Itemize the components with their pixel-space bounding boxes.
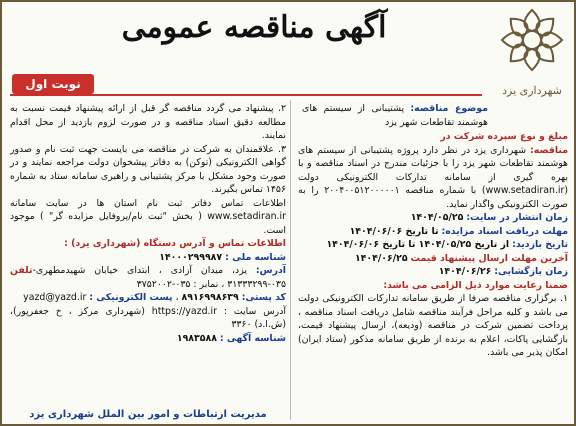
right-column <box>298 130 568 360</box>
pub-value: ۱۴۰۴/۰۵/۲۵ <box>410 212 464 223</box>
yazd-municipality-logo <box>494 2 570 102</box>
subject-text: پشتیبانی از سیستم های هوشمند تقاطعات شهر یزد <box>302 103 488 128</box>
tender-text: شهرداری یزد در نظر دارد پروژه پشتیبانی از سیستم های هوشمند تقاطعات شهر یزد را با جزئیات مندرج در اسناد مناقصه و با بهره گیری از سامانه تدارکات الکترونیکی دولت (www.setadiran.ir) با شماره مناقصه ۲۰۰۴۰۰۵۱۲۰۰۰۰۰۱ را به صورت الکترونیکی واگذار نماید. <box>298 144 568 210</box>
open-value: ۱۴۰۴/۰۶/۲۶ <box>438 266 492 277</box>
postal-value: ۸۹۱۶۹۹۸۶۳۹ <box>181 292 239 303</box>
item-3: ۳. علاقمندان به شرکت در مناقصه می بایست جهت ثبت نام و صدور گواهی الکترونیکی (توکن) به دفاتر پیشخوان دولت مراجعه نمایند و در صورت وجود مشکل با مرکز پشتیبانی و راهبری سامانه ستاد به شماره ۱۴۵۶ تماس بگیرند. <box>10 143 286 195</box>
contact-heading: اطلاعات تماس و آدرس دستگاه (شهرداری یزد) : <box>64 238 286 249</box>
address-tel-label: تلفن <box>10 265 33 276</box>
left-column: ۲. پیشنهاد می گردد مناقصه گر قبل از ارائه پیشنهاد قیمت نسبت به مطالعه دقیق اسناد مناقصه و در صورت لزوم بازدید از محل اقدام نمایند. ۳. علاقمندان به شرکت در مناقصه می بایست جهت ثبت نام و صدور گواهی الکترونیکی (توکن) به دفاتر پیشخوان دولت مراجعه نمایند و در صورت وجود مشکل با مرکز پشتیبانی و راهبری سامانه ستاد به شماره ۱۴۵۶ تماس بگیرند. اطلاعات تماس دفاتر ثبت نام استان ها در سایت سامانه www.setadiran.ir ( بخش "ثبت نام/پروفایل مزایده گر" ) موجود است. اطلاعات تماس و آدرس دستگاه (شهرداری یزد) : شناسه ملی : ۱۴۰۰۰۲۹۹۹۸۷ آدرس: یزد، میدان آزادی ، ابتدای خیابان شهیدمطهری-تلفن ۰۳۵-۳۱۳۳۳۲۹۹ ، نمابر : ۰۳۵-۳۷۵۲۰۰۲ کد پستی: ۸۹۱۶۹۹۸۶۳۹ ، پست الکترونیکی : yazd@yazd.ir آدرس سایت : https://yazd.ir (شهرداری مرکز ، خ جعفرپور)، (ش.ا.د) ۳۳۶۰ شناسه آگهی : ۱۹۸۳۵۸۸ <box>10 103 287 344</box>
site-label: آدرس سایت : <box>223 305 286 317</box>
subject-block <box>302 102 488 129</box>
open-label: زمان بازگشایی: <box>494 266 568 277</box>
page-title: آگهی مناقصه عمومی <box>121 10 387 45</box>
round-badge: نوبت اول <box>12 74 94 94</box>
red-rule <box>10 94 482 96</box>
postal-label: کد پستی: <box>241 292 286 303</box>
date-value: از تاریخ ۱۴۰۴/۰۵/۲۵ تا تاریخ ۱۴۰۴/۰۶/۰۶ <box>326 239 510 250</box>
deadline-label: آخرین مهلت ارسال پیشنهاد قیمت <box>410 252 568 264</box>
doc-label: مهلت دریافت اسناد مزایده: <box>441 225 568 237</box>
deadline-value: ۱۴۰۴/۰۶/۲۵ <box>354 252 408 264</box>
header <box>8 6 568 64</box>
address-label: آدرس: <box>255 265 287 276</box>
pub-label: زمان انتشار در سایت: <box>466 212 568 223</box>
notice-id-value: ۱۹۸۳۵۸۸ <box>176 332 217 344</box>
address-value: یزد، میدان آزادی ، ابتدای خیابان شهیدمطهری- <box>32 265 247 276</box>
email-value[interactable]: yazd@yazd.ir <box>23 292 87 303</box>
national-id-label: شناسه ملی : <box>225 251 286 263</box>
doc-value: تا تاریخ ۱۴۰۴/۰۶/۰۶ <box>349 225 439 237</box>
date-label: تاریخ بازدید: <box>512 239 568 250</box>
item-1: ۱. برگزاری مناقصه صرفا از طریق سامانه تدارکات الکترونیکی دولت می باشد و کلیه مراحل فرآیند مناقصه شامل دریافت اسناد مناقصه ، پرداخت تضمین شرکت در مناقصه (ودیعه)، ارسال پیشنهاد قیمت، بازگشایی پاکات، اعلام به برنده از طریق سامانه مذکور (ستاد ایران) امکان پذیر می باشد. <box>298 293 568 358</box>
notice-id-label: شناسه آگهی : <box>219 332 286 344</box>
svg-text:شهرداری یزد: شهرداری یزد <box>502 84 562 97</box>
national-id-value: ۱۴۰۰۰۲۹۹۹۸۷ <box>159 251 223 263</box>
item-2: ۲. پیشنهاد می گردد مناقصه گر قبل از ارائه پیشنهاد قیمت نسبت به مطالعه دقیق اسناد مناقصه و در صورت لزوم بازدید از محل اقدام نمایند. <box>10 103 286 141</box>
site-link[interactable]: https://yazd.ir <box>151 305 217 317</box>
tel-value: ۰۳۵-۳۱۳۳۳۲۹۹ ، نمابر : ۰۳۵-۳۷۵۲۰۰۲ <box>136 278 286 290</box>
deposit-label: مبلغ و نوع سپرده شرکت در <box>440 131 568 142</box>
subject-label: موضوع مناقصه: <box>410 103 488 114</box>
guarantee-label: ضمنا رعایت موارد ذیل الزامی می باشد: <box>383 279 568 291</box>
footer-signature: مدیریت ارتباطات و امور بین الملل شهرداری یزد <box>29 409 267 420</box>
site-note: (شهرداری مرکز ، خ جعفرپور)، (ش.ا.د) ۳۳۶۰ <box>10 305 286 330</box>
tender-label: مناقصه: <box>530 144 568 156</box>
registration-info: اطلاعات تماس دفاتر ثبت نام استان ها در سایت سامانه www.setadiran.ir ( بخش "ثبت نام/پروفایل مزایده گر" ) موجود است. <box>10 197 286 236</box>
email-label: پست الکترونیکی : <box>89 292 173 303</box>
column-divider <box>290 100 291 420</box>
